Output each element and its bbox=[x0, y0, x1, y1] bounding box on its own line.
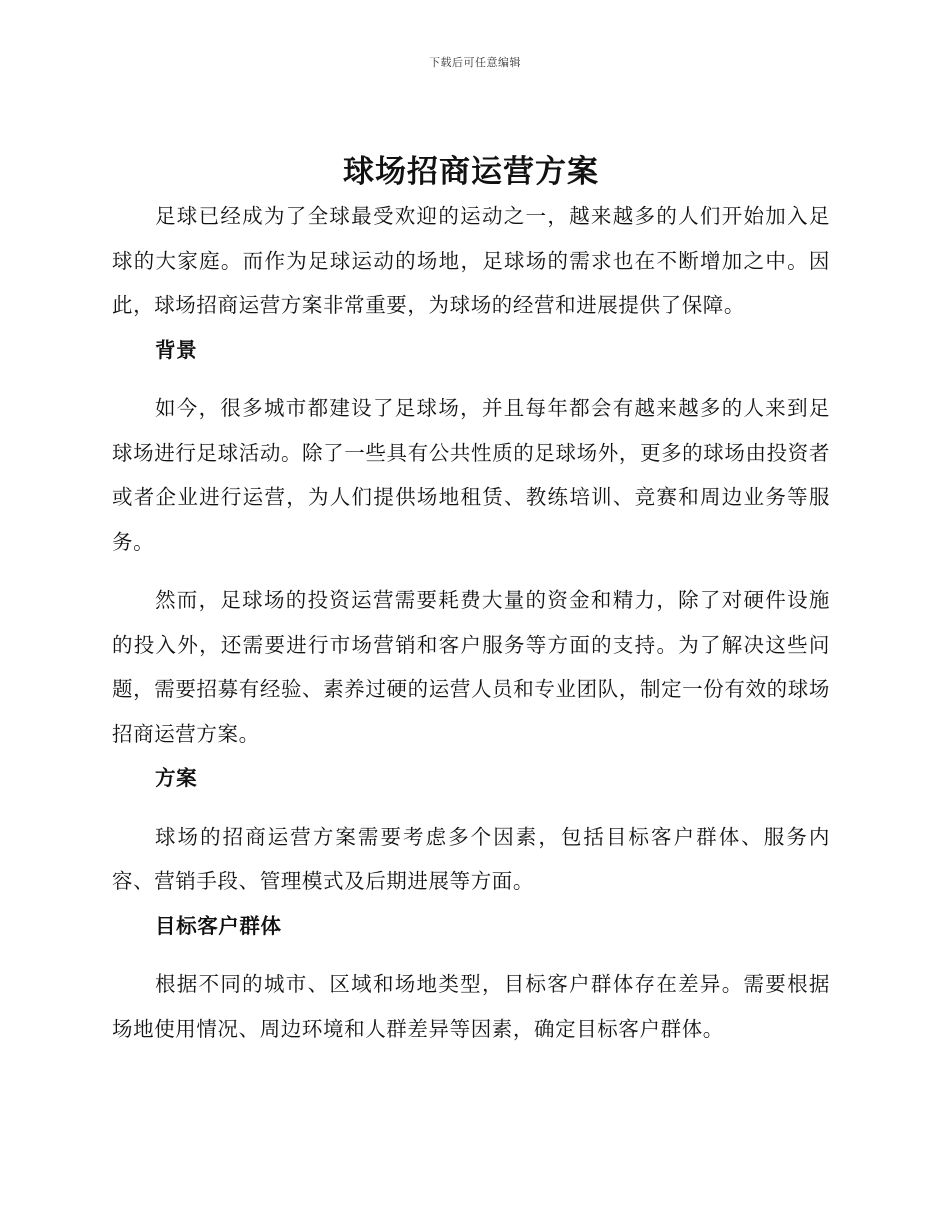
section-paragraph: 然而，足球场的投资运营需要耗费大量的资金和精力，除了对硬件设施的投入外，还需要进行市场营销和客户服务等方面的支持。为了解决这些问题，需要招募有经验、素养过硬的运营人员和专业团队，制定一份有效的球场招商运营方案。 bbox=[112, 588, 830, 746]
intro-paragraph: 足球已经成为了全球最受欢迎的运动之一，越来越多的人们开始加入足球的大家庭。而作为足球运动的场地，足球场的需求也在不断增加之中。因此，球场招商运营方案非常重要，为球场的经营和进展提供了保障。 bbox=[112, 204, 830, 317]
section-background bbox=[112, 328, 830, 757]
section-paragraph: 如今，很多城市都建设了足球场，并且每年都会有越来越多的人来到足球场进行足球活动。除了一些具有公共性质的足球场外，更多的球场由投资者或者企业进行运营，为人们提供场地租赁、教练培训、竞赛和周边业务等服务。 bbox=[112, 396, 830, 554]
header-note: 下载后可任意编辑 bbox=[429, 56, 521, 69]
section-plan bbox=[112, 756, 830, 904]
section-heading: 方案 bbox=[155, 766, 198, 790]
section-heading: 背景 bbox=[155, 337, 198, 362]
document-body bbox=[112, 150, 830, 1051]
section-paragraph: 根据不同的城市、区域和场地类型，目标客户群体存在差异。需要根据场地使用情况、周边环境和人群差异等因素，确定目标客户群体。 bbox=[112, 972, 830, 1041]
document-title: 球场招商运营方案 bbox=[343, 154, 599, 190]
section-heading: 目标客户群体 bbox=[155, 913, 282, 938]
section-target-customers bbox=[112, 904, 830, 1052]
section-paragraph: 球场的招商运营方案需要考虑多个因素，包括目标客户群体、服务内容、营销手段、管理模式及后期进展等方面。 bbox=[112, 824, 830, 893]
